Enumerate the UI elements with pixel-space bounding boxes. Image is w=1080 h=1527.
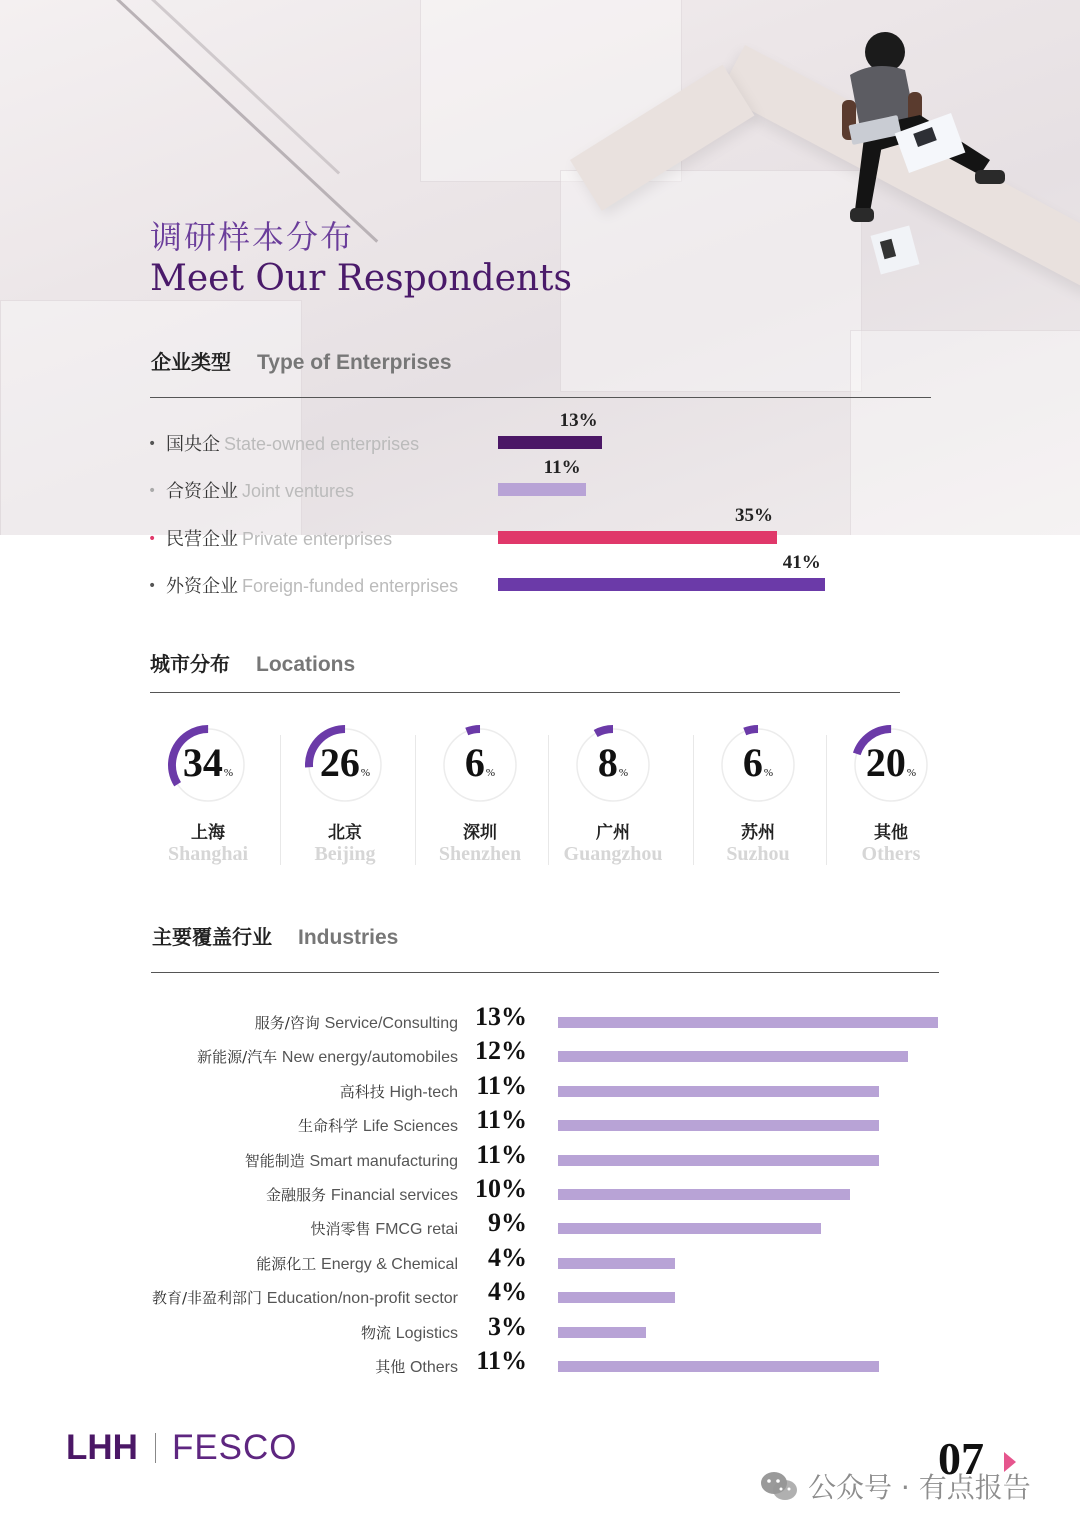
enterprise-label-en: Joint ventures — [242, 481, 355, 501]
enterprise-label: 国央企 State-owned enterprises — [166, 434, 420, 455]
locations-section-heading — [150, 648, 355, 677]
page-title-english: Meet Our Respondents — [150, 258, 572, 299]
city-percentage — [280, 739, 410, 786]
industry-bar — [558, 1017, 938, 1028]
industry-label — [197, 1046, 458, 1067]
industry-value-label: 11% — [476, 1346, 527, 1375]
industry-label — [361, 1322, 458, 1343]
industry-label — [311, 1218, 458, 1239]
enterprise-bar — [498, 483, 586, 496]
industry-label-en: Service/Consulting — [324, 1015, 458, 1032]
enterprise-label-en: Private enterprises — [242, 529, 393, 549]
industry-row — [0, 1277, 1080, 1314]
enterprise-value-label: 11% — [543, 457, 581, 478]
industry-label-en: Others — [409, 1359, 458, 1376]
city-name-en: Shenzhen — [438, 843, 522, 865]
industry-value-label: 4% — [488, 1277, 527, 1307]
city-percentage — [826, 739, 956, 786]
industry-row — [0, 1208, 1080, 1245]
city-name-cn: 上海 — [191, 823, 225, 843]
city-name-en: Others — [861, 843, 921, 865]
bullet-icon: • — [148, 436, 157, 452]
industry-label — [152, 1287, 458, 1308]
city-name-cn: 其他 — [874, 823, 908, 843]
industry-value-label: 11% — [476, 1070, 527, 1100]
industry-label-cn: 智能制造 — [244, 1151, 305, 1170]
industry-value-label: 4% — [488, 1242, 527, 1272]
industry-row — [0, 1174, 1080, 1211]
enterprise-bar — [498, 531, 777, 544]
industry-bar — [558, 1223, 821, 1234]
page-title-chinese: 调研样本分布 — [150, 218, 355, 256]
enterprise-heading-cn: 企业类型 — [151, 350, 231, 374]
industry-label — [255, 1012, 458, 1033]
industry-bar — [558, 1120, 879, 1131]
industry-value-label: 11% — [476, 1139, 527, 1169]
industry-row — [0, 1070, 1080, 1108]
industry-label-en: Energy & Chemical — [321, 1255, 458, 1273]
city-name-en: Suzhou — [726, 843, 790, 865]
enterprise-value-label: 41% — [782, 552, 821, 573]
city-percentage-number: 20 — [865, 740, 906, 785]
industry-label — [266, 1184, 458, 1205]
industry-label-en: Education/non-profit sector — [266, 1290, 458, 1308]
bullet-icon: • — [148, 483, 157, 499]
logo-divider — [155, 1433, 156, 1463]
industry-bar — [558, 1292, 675, 1303]
enterprise-label: 外资企业 Foreign-funded enterprises — [166, 576, 459, 597]
industry-label-en: High-tech — [389, 1083, 458, 1101]
city-percentage-number: 34 — [182, 740, 223, 785]
industry-label-cn: 新能源/汽车 — [197, 1048, 278, 1067]
city-name-en: Guangzhou — [563, 843, 663, 865]
industry-bar — [558, 1155, 879, 1166]
company-logo — [66, 1428, 298, 1468]
industry-row — [0, 1242, 1080, 1280]
city-name-cn: 深圳 — [463, 823, 497, 843]
industry-row — [0, 1311, 1080, 1349]
locations-heading-cn: 城市分布 — [150, 652, 230, 676]
enterprise-label: 合资企业 Joint ventures — [166, 481, 355, 502]
industries-heading-en: Industries — [298, 926, 399, 949]
industry-label-cn: 其他 — [375, 1358, 406, 1376]
industry-bar — [558, 1361, 879, 1372]
industry-bar — [558, 1086, 879, 1097]
city-name-en: Shanghai — [167, 843, 249, 865]
industry-label-en: Smart manufacturing — [309, 1152, 458, 1170]
industry-label-en: Financial services — [330, 1187, 458, 1204]
industry-label-cn: 金融服务 — [266, 1186, 327, 1204]
industry-row — [0, 1346, 1080, 1383]
industry-value-label: 11% — [476, 1105, 527, 1135]
city-stat — [280, 715, 410, 875]
industries-section-heading — [152, 921, 398, 950]
logo-lhh: LHH — [66, 1428, 138, 1467]
enterprise-label-en: Foreign-funded enterprises — [242, 576, 459, 596]
percent-sign: % — [618, 767, 629, 779]
city-percentage-number: 6 — [742, 740, 763, 785]
enterprise-section-heading — [151, 346, 452, 375]
industry-bar — [558, 1327, 646, 1338]
industry-value-label: 9% — [488, 1208, 527, 1238]
industry-label — [375, 1356, 458, 1377]
industry-bar — [558, 1258, 675, 1269]
industry-row — [0, 1002, 1080, 1039]
industry-row — [0, 1036, 1080, 1073]
industry-bar — [558, 1189, 850, 1200]
industry-value-label: 13% — [475, 1002, 527, 1031]
industry-label-cn: 生命科学 — [298, 1117, 359, 1136]
industry-label-en: FMCG retai — [375, 1221, 458, 1239]
bullet-icon: • — [148, 531, 157, 547]
city-stat — [143, 715, 273, 875]
locations-heading-en: Locations — [256, 653, 356, 676]
enterprise-label-en: State-owned enterprises — [224, 434, 420, 454]
city-stat — [548, 715, 678, 875]
industries-divider — [151, 972, 939, 973]
logo-fesco: FESCO — [171, 1428, 298, 1467]
industry-label-en: Logistics — [395, 1324, 458, 1342]
city-percentage-number: 26 — [319, 740, 360, 785]
percent-sign: % — [360, 767, 371, 779]
wechat-icon — [760, 1470, 798, 1502]
industry-label — [256, 1253, 458, 1274]
percent-sign: % — [906, 767, 917, 779]
industry-label-cn: 快消零售 — [310, 1220, 371, 1239]
city-percentage — [693, 739, 823, 786]
industry-row — [0, 1139, 1080, 1177]
city-percentage-number: 8 — [597, 740, 618, 785]
industry-label-cn: 服务/咨询 — [254, 1014, 320, 1032]
watermark-text: 公众号 · 有点报告 — [808, 1471, 1031, 1504]
locations-divider — [150, 692, 900, 693]
city-stat — [415, 715, 545, 875]
industry-label — [340, 1081, 458, 1102]
industry-label — [298, 1115, 458, 1136]
enterprise-bar — [498, 578, 825, 591]
city-percentage-number: 6 — [464, 740, 485, 785]
industry-value-label: 12% — [475, 1036, 527, 1066]
enterprise-divider — [150, 397, 931, 398]
industry-label-cn: 能源化工 — [256, 1254, 317, 1273]
industries-heading-cn: 主要覆盖行业 — [152, 925, 272, 949]
page-number: 07 — [938, 1433, 984, 1484]
industry-label — [245, 1150, 458, 1171]
watermark — [760, 1466, 1031, 1506]
city-stat — [826, 715, 956, 875]
city-name-en: Beijing — [314, 843, 376, 865]
city-name-cn: 苏州 — [741, 823, 775, 843]
industry-label-cn: 物流 — [360, 1323, 391, 1342]
enterprise-label: 民营企业 Private enterprises — [166, 529, 393, 550]
industry-value-label: 3% — [488, 1311, 527, 1341]
industry-row — [0, 1105, 1080, 1142]
enterprise-value-label: 35% — [734, 505, 773, 526]
percent-sign: % — [223, 767, 234, 779]
industry-label-en: Life Sciences — [362, 1118, 458, 1136]
percent-sign: % — [485, 767, 496, 779]
city-percentage — [143, 739, 273, 786]
enterprise-bar — [498, 436, 602, 449]
industry-label-cn: 教育/非盈利部门 — [151, 1289, 262, 1308]
person-with-laptop-image — [820, 20, 1040, 280]
city-percentage — [415, 739, 545, 786]
enterprise-value-label: 13% — [559, 410, 598, 431]
industry-bar — [558, 1051, 908, 1062]
bullet-icon: • — [148, 578, 157, 594]
percent-sign: % — [763, 767, 774, 779]
enterprise-heading-en: Type of Enterprises — [257, 351, 452, 374]
city-percentage — [548, 739, 678, 786]
industry-label-cn: 高科技 — [339, 1082, 385, 1101]
city-name-cn: 北京 — [328, 823, 362, 843]
industry-label-en: New energy/automobiles — [281, 1049, 458, 1067]
city-stat — [693, 715, 823, 875]
city-name-cn: 广州 — [596, 823, 630, 843]
industry-value-label: 10% — [475, 1174, 527, 1203]
